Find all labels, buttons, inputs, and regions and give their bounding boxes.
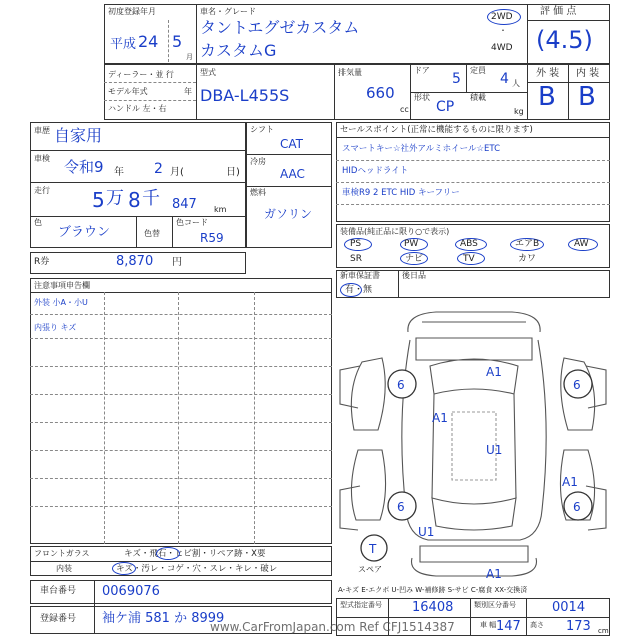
mark-left-rear: U1 [418, 525, 435, 539]
mark-wheel-rr: 6 [573, 500, 581, 514]
sales-line-2: HIDヘッドライト [342, 166, 409, 176]
recycle-amount: 8,870 [116, 254, 154, 269]
warranty-value: 有・無 [345, 285, 373, 295]
mileage-man: 5 [92, 188, 105, 212]
class-no-value: 0014 [552, 600, 586, 615]
dealer-label: ディーラー・並 行 [108, 70, 174, 79]
color-code-value: R59 [200, 231, 224, 245]
class-no-label: 類別区分番号 [474, 601, 516, 609]
int-label: 内 装 [576, 68, 600, 79]
equip-airbag: エアB [515, 239, 540, 249]
front-glass-options: キズ・飛石・ヒビ割・リペア跡・X要 [124, 549, 266, 559]
mark-wheel-rl: 6 [397, 500, 405, 514]
notes-line-1: 外装 小A・小U [34, 298, 88, 307]
score-label: 評 価 点 [540, 6, 577, 17]
mark-spare: T [369, 542, 377, 556]
mark-hood: A1 [486, 365, 502, 379]
recycle-unit: 円 [172, 257, 182, 268]
interior-options: キズ・汚レ・コゲ・穴・スレ・キレ・破レ [116, 564, 278, 574]
equip-abs: ABS [460, 239, 478, 249]
notes-label: 注意事項申告欄 [34, 281, 90, 290]
inspection-year-unit: 年 [114, 167, 124, 178]
mark-wheel-fr: 6 [573, 378, 581, 392]
warranty-label: 新車保証書 [340, 271, 380, 280]
inspection-label: 車検 [34, 154, 50, 163]
ac-value: AAC [280, 167, 305, 181]
fuel-label: 燃料 [250, 188, 266, 197]
spare-label: スペア [358, 565, 382, 574]
kg-unit: kg [514, 107, 524, 116]
mileage-label: 走行 [34, 186, 50, 195]
displacement-label: 排気量 [338, 68, 362, 77]
capacity-value: 4 [500, 71, 509, 87]
model-year-unit: 年 [184, 87, 192, 96]
shape-label: 形状 [414, 93, 430, 102]
mark-right-rear: A1 [562, 475, 578, 489]
sales-line-3: 車検R9 2 ETC HID キーフリー [342, 188, 460, 198]
after-label: 後日品 [402, 271, 426, 280]
type-value: DBA-L455S [200, 86, 290, 105]
shift-label: シフト [250, 125, 274, 134]
mark-rear-bumper: A1 [486, 567, 502, 581]
type-no-value: 16408 [412, 600, 454, 615]
drive-4wd: 4WD [491, 43, 513, 53]
notes-box [30, 278, 332, 544]
ext-label: 外 装 [536, 68, 560, 79]
cc-unit: cc [400, 105, 409, 114]
inspection-day-unit: 日) [226, 167, 240, 178]
mileage-sen-unit: 千 [142, 188, 160, 209]
displacement-value: 660 [366, 84, 395, 102]
capacity-unit: 人 [512, 79, 520, 88]
front-glass-label: フロントガラス [34, 549, 90, 558]
damage-legend: A-キズ E-エクボ U-凹み W-補修跡 S-サビ C-腐食 XX-交換済 [338, 586, 528, 594]
ac-label: 冷房 [250, 157, 266, 166]
recycle-label: R券 [34, 257, 50, 267]
notes-line-2: 内張り キズ [34, 323, 77, 332]
height-cm: cm [598, 627, 609, 635]
inspection-month-unit: 月( [170, 167, 184, 178]
overall-score: (4.5) [536, 26, 593, 54]
type-no-label: 型式指定番号 [340, 601, 382, 609]
model-label: 車名・グレード [200, 7, 256, 16]
watermark: www.CarFromJapan.com Ref CFJ1514387 [210, 620, 455, 634]
reg-month: 5 [172, 32, 183, 51]
int-score: B [578, 82, 596, 112]
car-grade: カスタムG [200, 41, 277, 60]
mark-wheel-fl: 6 [397, 378, 405, 392]
reg-era: 平成 [110, 37, 137, 52]
handle-label: ハンドル 左・右 [108, 104, 167, 113]
equip-leather: カワ [518, 254, 537, 264]
shift-value: CAT [280, 137, 303, 151]
interior-label: 内装 [56, 564, 72, 573]
equip-navi: ナビ [405, 254, 424, 264]
equipment-label: 装備品(純正品に限り○で表示) [340, 227, 450, 236]
capacity-label: 定員 [470, 66, 486, 75]
equip-pw: PW [404, 239, 419, 249]
color-code-label: 色コード [176, 218, 208, 227]
model-year-label: モデル年式 [108, 87, 148, 96]
color-label: 色 [34, 218, 42, 227]
reg-month-unit: 月 [186, 53, 193, 61]
drive-dot: ・ [499, 26, 507, 35]
equip-sr: SR [350, 254, 362, 264]
usage-label: 車歴 [34, 126, 50, 135]
fuel-value: ガソリン [264, 207, 313, 221]
type-label: 型式 [200, 68, 216, 77]
sales-label: セールスポイント(正常に機能するものに限ります) [340, 125, 533, 135]
load-label: 積載 [470, 93, 486, 102]
equip-aw: AW [574, 239, 589, 249]
mark-roof: U1 [486, 443, 503, 457]
ext-score: B [538, 82, 556, 112]
inspection-era: 令和9 [64, 158, 104, 176]
equip-tv: TV [463, 254, 475, 264]
chassis-value: 0069076 [102, 584, 160, 599]
car-damage-diagram [336, 300, 610, 582]
door-label: ドア [414, 66, 430, 75]
reg-label: 初度登録年月 [108, 7, 156, 16]
height-value: 173 [566, 619, 591, 634]
inspection-month: 2 [154, 161, 163, 177]
sales-line-1: スマートキー☆社外アルミホイール☆ETC [342, 144, 501, 154]
mileage-man-unit: 万 [106, 188, 124, 209]
equip-ps: PS [350, 239, 362, 249]
color-change-label: 色替 [144, 229, 160, 238]
color-value: ブラウン [58, 225, 111, 240]
shape-value: CP [436, 99, 455, 115]
plate-value: 袖ケ浦 581 か 8999 [102, 611, 225, 626]
drive-2wd: 2WD [491, 12, 513, 22]
width-value: 147 [496, 619, 521, 634]
plate-label: 登録番号 [40, 614, 77, 624]
height-label: 高さ [530, 621, 544, 629]
car-name: タントエグゼカスタム [200, 18, 360, 37]
mark-left-front: A1 [432, 411, 448, 425]
chassis-label: 車台番号 [40, 586, 77, 596]
mileage-sen: 8 [128, 188, 141, 212]
door-value: 5 [452, 71, 461, 87]
usage-value: 自家用 [54, 126, 103, 145]
mileage-rest: 847 [172, 197, 197, 212]
reg-year: 24 [138, 32, 159, 51]
width-label: 車 幅 [480, 621, 497, 629]
km-unit: km [214, 205, 227, 214]
